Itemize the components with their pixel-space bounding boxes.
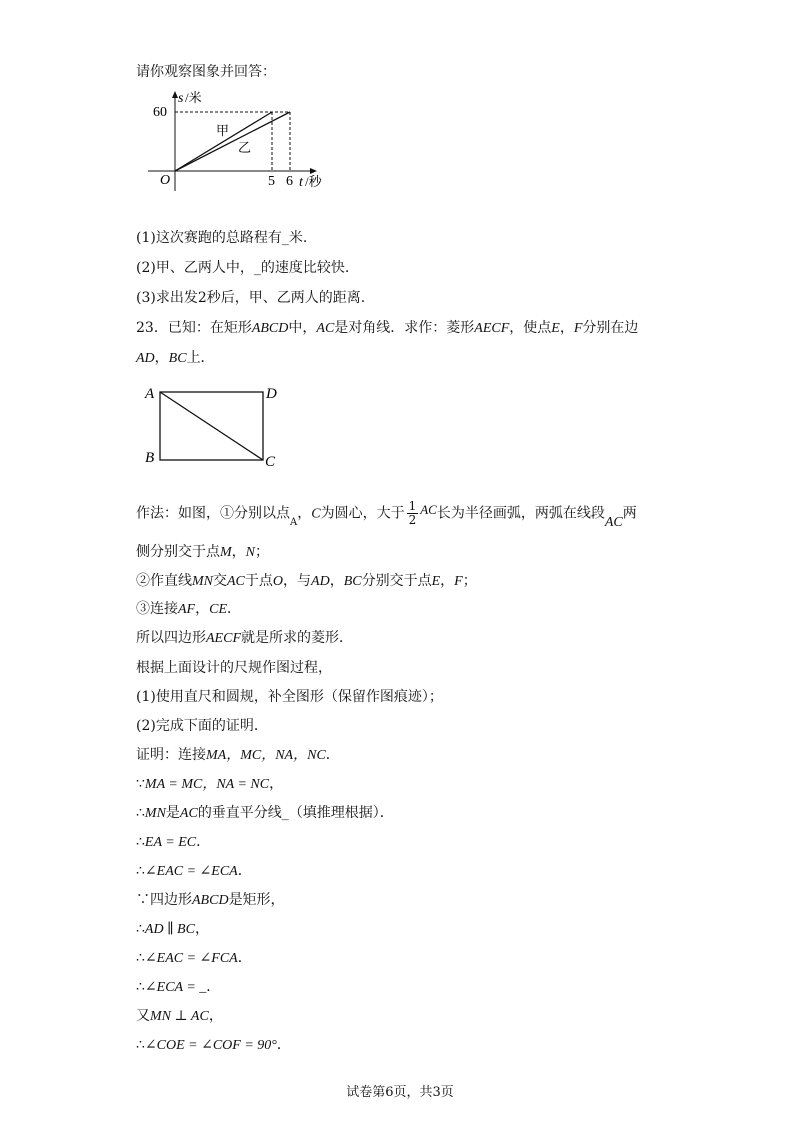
math-N: N <box>245 545 256 560</box>
method-line3: ②作直线MN交AC于点O，与AD，BC分别交于点E，F； <box>136 573 477 589</box>
math-AD: AD <box>136 351 155 366</box>
y-axis-label-unit: /米 <box>185 90 202 105</box>
math-MN: MN <box>192 574 213 589</box>
therefore-symbol: ∴ <box>136 921 145 937</box>
math-eq: ∠EAC = ∠FCA <box>144 951 238 966</box>
therefore-symbol: ∴ <box>136 1037 145 1053</box>
rectangle-figure <box>140 380 290 472</box>
math-C: C <box>311 506 321 522</box>
x-axis-label-unit: /秒 <box>305 174 322 189</box>
q22-part2: (2)甲、乙两人中，_的速度比较快. <box>136 260 350 276</box>
method-line4: ③连接AF，CE． <box>136 601 241 617</box>
proof-line2: ∵MA = MC，NA = NC， <box>136 776 284 792</box>
x-tick-6: 6 <box>286 174 293 189</box>
series-jia-line <box>175 112 272 171</box>
math-M: M <box>220 545 232 560</box>
math-eq: ∠EAC = ∠ECA <box>144 864 238 879</box>
series-yi-line <box>175 112 290 171</box>
proof-line4: ∴EA = EC． <box>136 834 211 850</box>
because-symbol: ∵ <box>136 776 145 792</box>
q23-stem-line2: AD，BC上． <box>136 350 215 366</box>
math-A-sub: A <box>290 516 298 528</box>
therefore-symbol: ∴ <box>136 834 145 850</box>
vertex-A: A <box>145 386 155 402</box>
origin-label: O <box>160 173 171 188</box>
math-eq: MN ⊥ AC <box>150 1009 209 1024</box>
page-footer: 试卷第6页，共3页 <box>346 1085 454 1100</box>
proof-line11: ∴∠COE = ∠COF = 90°． <box>136 1037 291 1053</box>
math-eq: AD ∥ BC <box>144 922 195 937</box>
math-AD: AD <box>311 574 330 589</box>
method-line8: (2)完成下面的证明． <box>136 718 268 734</box>
proof-line1: 证明：连接MA，MC，NA，NC． <box>136 747 340 763</box>
math-ABCD: ABCD <box>251 321 289 336</box>
math-AC: AC <box>420 501 437 517</box>
math-CE: CE <box>209 602 227 617</box>
q22-part1: (1)这次赛跑的总路程有_米. <box>136 230 308 246</box>
because-symbol: ∵ <box>136 892 150 908</box>
distance-time-graph <box>140 86 340 196</box>
proof-line8: ∴∠EAC = ∠FCA． <box>136 950 252 966</box>
q23-stem-line1: 23．已知：在矩形ABCD中，AC是对角线．求作：菱形AECF，使点E，F分别在边 <box>136 320 639 336</box>
proof-line6: ∵四边形ABCD是矩形， <box>136 892 285 908</box>
math-F: F <box>454 574 463 589</box>
math-AECF: AECF <box>474 321 510 336</box>
math-eq: EA = EC <box>144 835 197 850</box>
y-axis-label-var: s <box>178 91 184 106</box>
y-tick-60: 60 <box>153 105 167 120</box>
math-connect-items: MA，MC，NA，NC <box>206 748 326 763</box>
proof-line5: ∴∠EAC = ∠ECA． <box>136 863 252 879</box>
q22-part3: (3)求出发2秒后，甲、乙两人的距离. <box>136 290 366 306</box>
math-AECF: AECF <box>206 631 241 646</box>
math-ABCD: ABCD <box>192 893 229 908</box>
method-line7: (1)使用直尺和圆规，补全图形（保留作图痕迹）； <box>136 689 443 705</box>
proof-line3: ∴MN是AC的垂直平分线_（填推理根据）． <box>136 805 394 821</box>
math-eq: MA = MC，NA = NC <box>144 777 270 792</box>
math-F: F <box>573 321 583 336</box>
math-AF: AF <box>178 602 196 617</box>
therefore-symbol: ∴ <box>136 979 145 995</box>
method-line2: 侧分别交于点M，N； <box>136 544 270 560</box>
series-yi-label: 乙 <box>238 140 252 155</box>
therefore-symbol: ∴ <box>136 805 145 821</box>
math-E: E <box>551 321 560 336</box>
proof-line9: ∴∠ECA = _． <box>136 979 221 995</box>
intro-text: 请你观察图象并回答： <box>136 64 276 80</box>
x-tick-5: 5 <box>268 174 275 189</box>
method-line5: 所以四边形AECF就是所求的菱形． <box>136 630 353 646</box>
math-E: E <box>431 574 441 589</box>
math-AC: AC <box>316 321 335 336</box>
method-line1: 作法：如图，①分别以点$_A$，C为圆心，大于 $\frac{1}{2}$ AC长为半径画弧，两弧在线段AC两 <box>136 499 637 530</box>
proof-line7: ∴AD ∥ BC， <box>136 921 209 937</box>
vertex-D: D <box>266 386 277 402</box>
math-AC: AC <box>227 574 245 589</box>
series-jia-label: 甲 <box>216 123 230 138</box>
x-axis-label-var: t <box>299 175 303 190</box>
math-MN: MN <box>144 806 166 821</box>
therefore-symbol: ∴ <box>136 863 145 879</box>
math-AC: AC <box>179 806 198 821</box>
diagonal-AC <box>160 392 263 460</box>
math-AC-2: AC <box>604 514 623 530</box>
proof-line10: 又MN ⊥ AC， <box>136 1008 223 1024</box>
vertex-B: B <box>145 450 155 466</box>
math-eq: ∠COE = ∠COF = 90° <box>144 1038 277 1053</box>
therefore-symbol: ∴ <box>136 950 145 966</box>
math-BC: BC <box>168 351 187 366</box>
method-line6: 根据上面设计的尺规作图过程， <box>136 660 332 676</box>
vertex-C: C <box>265 454 276 470</box>
math-O: O <box>272 574 284 589</box>
math-eq: ∠ECA = _ <box>144 980 207 995</box>
fraction-one-half: $\frac{1}{2}$ <box>408 499 417 527</box>
math-BC: BC <box>343 574 362 589</box>
